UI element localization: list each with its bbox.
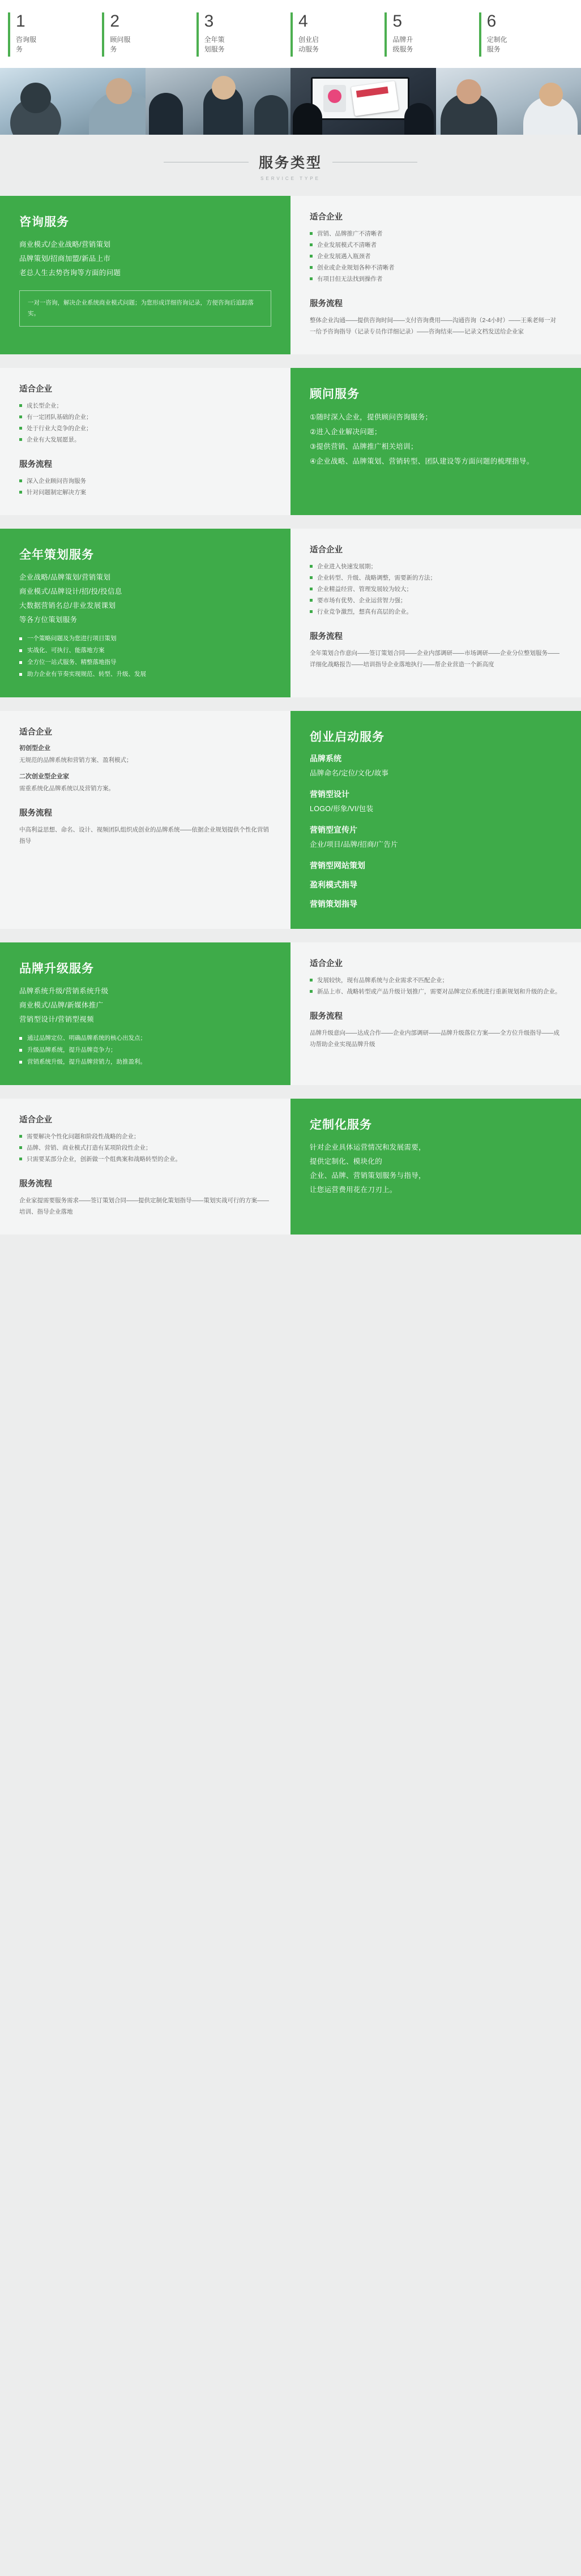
custom-text: 针对企业具体运营情况和发展需要， — [310, 1143, 426, 1151]
advisor-fit-item: 有一定团队基础的企业； — [19, 412, 271, 423]
upgrade-green-panel — [0, 942, 290, 1085]
yearplan-tag: 等各方位策划服务 — [19, 616, 78, 624]
page-title: 服务类型 — [258, 155, 322, 171]
step-number: 6 — [486, 12, 497, 31]
upgrade-flow-text: 品牌升级意向——达成合作——企业内部调研——品牌升级落位方案——全方位升级指导——成功帮助企业实现品牌升级 — [310, 1030, 559, 1048]
photo-band — [0, 68, 581, 135]
yearplan-tag: 商业模式/品牌设计/招/投/投信息 — [19, 588, 122, 595]
step-accent-bar — [8, 12, 10, 57]
section-title — [0, 135, 581, 196]
upgrade-flow-item: 营销系统升级，提升品牌营销力，助推盈利。 — [19, 1056, 271, 1068]
advisor-flow-item: 针对问题制定解决方案 — [19, 487, 271, 498]
yearplan-fit-item: 行业竞争激烈，想真有高层的企业。 — [310, 606, 562, 618]
advisor-fit-item: 企业有大发展愿景。 — [19, 434, 271, 445]
advisor-white-panel — [0, 368, 290, 515]
yearplan-tag: 大数据营销名总/非业发展课划 — [19, 602, 116, 610]
step-label: 全年策划服务 — [204, 36, 225, 53]
advisor-fit-item: 成长型企业； — [19, 400, 271, 412]
yearplan-green-panel — [0, 529, 290, 697]
step-label: 顾问服务 — [110, 36, 131, 53]
yearplan-fit-item: 企业转型、升级、战略调整，需要新的方法； — [310, 572, 562, 584]
custom-text: 让您运营费用花在刀刃上。 — [310, 1186, 397, 1194]
startup-white-panel — [0, 711, 290, 929]
custom-white-panel — [0, 1099, 290, 1235]
upgrade-title: 品牌升级服务 — [19, 962, 94, 975]
consult-white-panel — [290, 196, 581, 354]
custom-green-panel — [290, 1099, 581, 1235]
advisor-fit-item: 处于行业大竞争的企业； — [19, 423, 271, 434]
consult-fit-item: 创业或企业规划各种不清晰者 — [310, 262, 562, 273]
yearplan-white-panel — [290, 529, 581, 697]
photo-consulting — [0, 68, 146, 135]
upgrade-tag: 营销型设计/营销型视频 — [19, 1015, 94, 1023]
consult-fit-item: 有项目但无法找到操作者 — [310, 273, 562, 285]
step-number: 3 — [204, 12, 214, 31]
divider — [0, 354, 581, 368]
startup-fit-text: 需重系统化品牌系统以及营销方案。 — [19, 785, 114, 792]
advisor-tag: ④企业战略、品牌策划、营销转型、团队建设等方面问题的梳理指导。 — [310, 457, 534, 465]
startup-green-panel — [290, 711, 581, 929]
steps-bar — [0, 0, 581, 68]
startup-group-heading: 品牌系统 — [310, 754, 341, 763]
page-root — [0, 0, 581, 1235]
upgrade-flow-list — [19, 1032, 271, 1068]
consult-fit-item: 营销、品牌推广不清晰者 — [310, 228, 562, 239]
yearplan-tag: 企业战略/品牌策划/营销策划 — [19, 573, 111, 581]
advisor-green-panel — [290, 368, 581, 515]
step-label: 品牌升级服务 — [392, 36, 413, 53]
yearplan-fit-item: 企业精益经营、管理发展较为较大； — [310, 584, 562, 595]
startup-group-heading: 营销型设计 — [310, 790, 349, 799]
startup-group-text: LOGO/形象/VI/包装 — [310, 805, 374, 813]
startup-title: 创业启动服务 — [310, 731, 385, 744]
service-block-upgrade — [0, 942, 581, 1085]
custom-text: 提供定制化、模块化的 — [310, 1158, 383, 1165]
yearplan-flow-text: 全年策划合作意向——签订策划合同——企业内部调研——市场调研——企业分位整划服务——详细化战略报告——培训指导企业落地执行——帮企业营造一个新高度 — [310, 650, 559, 668]
divider — [0, 1085, 581, 1099]
step-accent-bar — [290, 12, 293, 57]
upgrade-tag: 品牌系统升级/营销系统升级 — [19, 987, 109, 995]
upgrade-white-panel — [290, 942, 581, 1085]
consult-tag: 品牌策划/招商加盟/新品上市 — [19, 255, 111, 263]
custom-text: 企业、品牌、营销策划服务与指导， — [310, 1172, 426, 1180]
service-block-custom — [0, 1099, 581, 1235]
photo-discussion — [436, 68, 581, 135]
yearplan-flow-list — [19, 633, 271, 680]
startup-fit-kicker: 二次创业型企业家 — [19, 773, 69, 780]
badge-graphic — [323, 85, 346, 112]
upgrade-flow-item: 升级品牌系统，提升品牌竞争力； — [19, 1044, 271, 1056]
yearplan-fit-heading: 适合企业 — [310, 546, 343, 555]
consult-fit-item: 企业发展模式不清晰者 — [310, 239, 562, 251]
consult-green-panel — [0, 196, 290, 354]
step-item[interactable] — [196, 10, 290, 60]
startup-group-text: 品牌命名/定位/文化/故事 — [310, 769, 389, 777]
consult-tag: 老总人生去势咨询等方面的问题 — [19, 269, 121, 277]
step-accent-bar — [385, 12, 387, 57]
advisor-fit-heading: 适合企业 — [19, 385, 52, 394]
custom-title: 定制化服务 — [310, 1118, 372, 1131]
custom-fit-item: 需要解决个性化问题和阶段性战略的企业； — [19, 1131, 271, 1142]
startup-group-heading: 营销型宣传片 — [310, 825, 357, 834]
startup-flow-text: 中高利益思想、命名、设计、视频团队组织成创业的品牌系统——依据企业规划提供个性化营销指导 — [19, 826, 269, 845]
startup-fit-heading: 适合企业 — [19, 728, 52, 737]
yearplan-flow-item: 全方位一站式服务、精整落地指导 — [19, 657, 271, 668]
yearplan-flow-item: 实战化、可执行、能落地方案 — [19, 645, 271, 657]
divider — [0, 697, 581, 711]
step-number: 1 — [16, 12, 25, 31]
advisor-flow-item: 深入企业顾问咨询服务 — [19, 475, 271, 487]
divider — [0, 515, 581, 529]
startup-group-heading: 盈利模式指导 — [310, 880, 357, 889]
consult-flow-heading: 服务流程 — [310, 299, 343, 308]
step-item[interactable] — [479, 10, 573, 60]
step-number: 2 — [110, 12, 120, 31]
startup-group-heading: 营销策划指导 — [310, 899, 357, 908]
card-graphic — [351, 81, 399, 116]
service-block-yearplan — [0, 529, 581, 697]
page-subtitle: SERVICE TYPE — [260, 176, 321, 181]
step-item[interactable] — [8, 10, 102, 60]
advisor-tag: ③提供营销、品牌推广相关培训； — [310, 443, 418, 451]
service-block-consult — [0, 196, 581, 354]
step-accent-bar — [196, 12, 199, 57]
yearplan-flow-heading: 服务流程 — [310, 632, 343, 641]
custom-fit-item: 品牌、营销、商业模式打造有某项阶段性企业； — [19, 1142, 271, 1154]
projector-screen — [311, 77, 409, 120]
yearplan-fit-item: 企业进入快速发展期； — [310, 561, 562, 572]
service-block-startup — [0, 711, 581, 929]
consult-title: 咨询服务 — [19, 216, 69, 229]
startup-flow-heading: 服务流程 — [19, 809, 52, 818]
yearplan-flow-item: 助力企业有节奏实现规范、转型、升级、发展 — [19, 668, 271, 680]
consult-fit-item: 企业发展遇入瓶颈者 — [310, 251, 562, 262]
photo-presentation — [290, 68, 436, 135]
upgrade-flow-item: 通过品牌定位、明确品牌系统的核心出发点； — [19, 1032, 271, 1044]
startup-group-text: 企业/项目/品牌/招商/广告片 — [310, 841, 398, 848]
startup-group-heading: 营销型网站策划 — [310, 861, 365, 870]
custom-flow-text: 企业家提需要服务需求——签订策划合同——提供定制化策划指导——策划实战可行的方案——培训、指导企业落地 — [19, 1197, 269, 1215]
consult-note: 一对一咨询，解决企业系统商业模式问题；为您形成详细咨询记录，方便咨询后追踪落实。 — [19, 290, 271, 327]
step-accent-bar — [479, 12, 481, 57]
advisor-tag: ①随时深入企业，提供顾问咨询服务； — [310, 413, 433, 421]
upgrade-fit-item: 发展较快，现有品牌系统与企业需求不匹配企业； — [310, 975, 562, 986]
yearplan-fit-item: 要市场有优势、企业运营智力强； — [310, 595, 562, 606]
step-number: 5 — [392, 12, 402, 31]
consult-flow-text: 整体企业沟通——提供咨询时间——支付咨询费用——沟通咨询（2-4小时）——王乘老师一对一给予咨询指导（记录专员作详细记录）——咨询结束——记录文档发送给企业家 — [310, 317, 557, 335]
step-item[interactable] — [102, 10, 196, 60]
divider — [0, 929, 581, 942]
step-accent-bar — [102, 12, 104, 57]
startup-fit-kicker: 初创型企业 — [19, 745, 50, 752]
consult-tag: 商业模式/企业战略/营销策划 — [19, 241, 111, 248]
upgrade-fit-item: 新品上市、战略转型或产品升级计划推广，需要对品牌定位系统进行重新规划和升级的企业。 — [310, 986, 562, 997]
yearplan-flow-item: 一个策略问题及为您进行项目策划 — [19, 633, 271, 645]
advisor-tag: ②进入企业解决问题； — [310, 428, 382, 436]
photo-meeting — [146, 68, 291, 135]
step-label: 创业启动服务 — [298, 36, 319, 53]
step-label: 定制化服务 — [486, 36, 507, 53]
advisor-title: 顾问服务 — [310, 388, 360, 401]
yearplan-title: 全年策划服务 — [19, 548, 94, 562]
custom-flow-heading: 服务流程 — [19, 1180, 52, 1189]
upgrade-flow-heading: 服务流程 — [310, 1012, 343, 1021]
step-label: 咨询服务 — [16, 36, 37, 53]
custom-fit-heading: 适合企业 — [19, 1116, 52, 1125]
startup-fit-text: 无规范的品牌系统和营销方案、盈利模式； — [19, 757, 133, 764]
upgrade-tag: 商业模式/品牌/新媒体推广 — [19, 1001, 104, 1009]
upgrade-fit-heading: 适合企业 — [310, 959, 343, 968]
consult-fit-heading: 适合企业 — [310, 213, 343, 222]
step-number: 4 — [298, 12, 308, 31]
custom-fit-item: 只需要某部分企业，创新做一个组典案和战略转型的企业。 — [19, 1154, 271, 1165]
step-item[interactable] — [290, 10, 385, 60]
service-block-advisor — [0, 368, 581, 515]
advisor-flow-heading: 服务流程 — [19, 460, 52, 469]
step-item[interactable] — [385, 10, 479, 60]
